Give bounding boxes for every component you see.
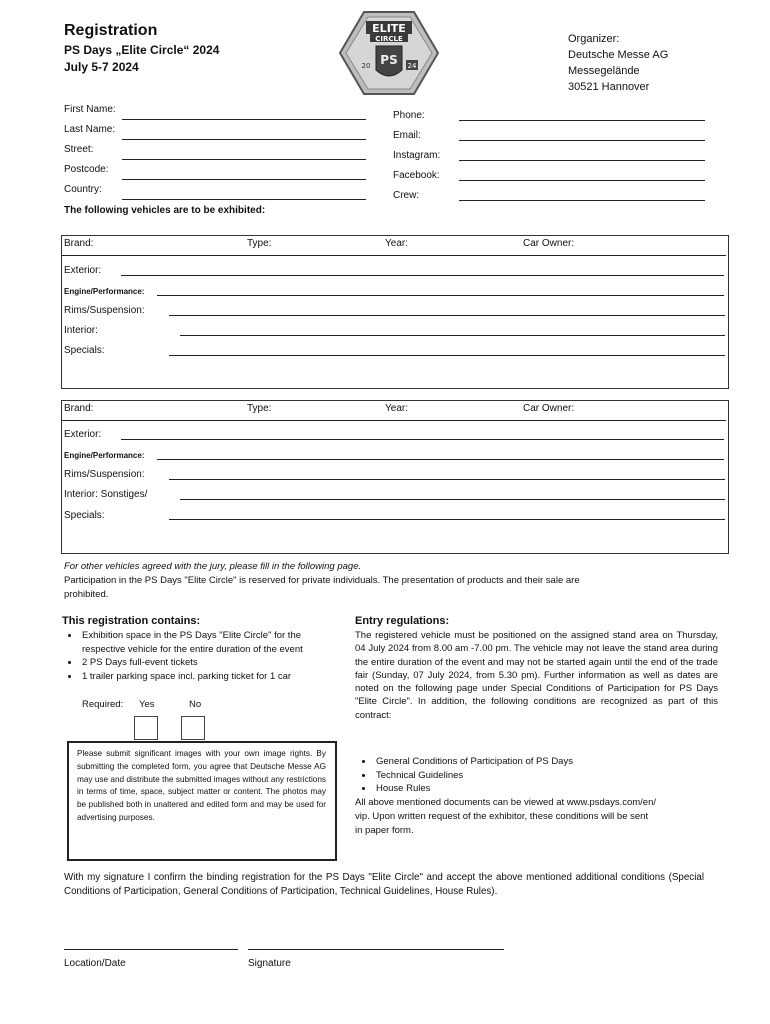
location-date-label: Location/Date (64, 958, 126, 969)
event-dates: July 5-7 2024 (64, 60, 139, 74)
other-vehicles-note: For other vehicles agreed with the jury, please fill in the following page. (64, 561, 362, 572)
instagram-field[interactable] (459, 160, 705, 161)
required-label: Required: (82, 699, 124, 710)
yes-label: Yes (139, 699, 155, 710)
entry-heading: Entry regulations: (355, 615, 450, 627)
entry-text: The registered vehicle must be positioned on the assigned stand area on Thursday, 04 July 2024 from 8.00 am -7.00 pm. The vehicle may not leave the stand area during the entire duration of the event and may not be started again until the end of the trade fair (Sunday, 07 July 2024, from 5.30 pm). Further information as well as dates are noted on the following page under Special Conditions of Participation for PS Days "Elite Circle". In addition, the following conditions are recognized as part of this contract: (355, 630, 718, 721)
signature-statement: With my signature I confirm the binding registration for the PS Days "Elite Circle" and accept the above mentioned additional conditions (Special Conditions of Participation, General Conditions of Participation, Technical Guidelines, House Rules). (64, 872, 704, 897)
postcode-field[interactable] (122, 179, 366, 180)
vehicle2-exterior-field[interactable] (121, 439, 724, 440)
email-field[interactable] (459, 140, 705, 141)
vehicle1-exterior-label: Exterior: (64, 265, 102, 276)
vehicle2-header-line (62, 420, 726, 421)
no-label: No (189, 699, 202, 710)
entry-conditions-list (356, 755, 724, 796)
street-label: Street: (64, 144, 94, 155)
vehicles-heading: The following vehicles are to be exhibited: (64, 205, 266, 216)
phone-label: Phone: (393, 110, 425, 121)
vehicle1-header-line (62, 255, 726, 256)
entry-condition-item: • General Conditions of Participation of PS Days (374, 755, 724, 769)
crew-field[interactable] (459, 200, 705, 201)
organizer-block (568, 31, 668, 95)
vehicle1-engine-label: Engine/Performance: (64, 287, 145, 296)
logo-year-left: 20 (361, 62, 371, 70)
facebook-field[interactable] (459, 180, 705, 181)
no-checkbox[interactable] (181, 716, 205, 740)
vehicle-box-2 (61, 400, 729, 554)
entry-docs-line1: All above mentioned documents can be viewed at www.psdays.com/en/ (355, 797, 656, 808)
vehicle-box-1 (61, 235, 729, 389)
country-field[interactable] (122, 199, 366, 200)
entry-docs-line2: vip. Upon written request of the exhibitor, these conditions will be sent (355, 811, 649, 822)
first-name-field[interactable] (122, 119, 366, 120)
vehicle1-type-label: Type: (247, 238, 272, 249)
page-title: Registration (64, 22, 158, 39)
elite-circle-logo (338, 10, 440, 96)
first-name-label: First Name: (64, 104, 116, 115)
vehicle2-engine-field[interactable] (157, 459, 724, 460)
signature-label: Signature (248, 958, 291, 969)
facebook-label: Facebook: (393, 170, 440, 181)
vehicle1-specials-label: Specials: (64, 345, 105, 356)
contains-item: • 2 PS Days full-event tickets (80, 656, 342, 670)
images-note-text: Please submit significant images with your own image rights. By submitting the completed form, you agree that Deutsche Messe AG may use and distribute the submitted images without any restrictions in terms of time, space, subject matter or content. The photos may be published both in unaltered and edited form and may be used for advertising purposes. (77, 749, 326, 822)
entry-condition-item: • Technical Guidelines (374, 769, 724, 783)
logo-year-right: 24 (407, 62, 417, 70)
vehicle1-interior-label: Interior: (64, 325, 98, 336)
vehicle2-brand-label: Brand: (64, 403, 94, 414)
vehicle2-year-label: Year: (385, 403, 408, 414)
phone-field[interactable] (459, 120, 705, 121)
instagram-label: Instagram: (393, 150, 441, 161)
vehicle1-owner-label: Car Owner: (523, 238, 575, 249)
vehicle2-exterior-label: Exterior: (64, 429, 102, 440)
signature-field[interactable] (248, 949, 504, 950)
email-label: Email: (393, 130, 421, 141)
vehicle2-interior-field[interactable] (180, 499, 725, 500)
organizer-street: Messegelände (568, 65, 640, 77)
entry-docs-line3: in paper form. (355, 825, 414, 836)
vehicle2-interior-label: Interior: Sonstiges/ (64, 489, 148, 500)
logo-center: PS (380, 53, 398, 67)
logo-line2: CIRCLE (375, 35, 403, 43)
private-note-line1: Participation in the PS Days "Elite Circle" is reserved for private individuals. The presentation of products and their sale are (64, 575, 580, 586)
last-name-label: Last Name: (64, 124, 116, 135)
vehicle1-year-label: Year: (385, 238, 408, 249)
vehicle2-specials-label: Specials: (64, 510, 105, 521)
entry-condition-item: • House Rules (374, 782, 724, 796)
location-date-field[interactable] (64, 949, 238, 950)
organizer-label: Organizer: (568, 33, 620, 45)
vehicle1-specials-field[interactable] (169, 355, 725, 356)
vehicle1-rims-field[interactable] (169, 315, 725, 316)
contains-list (62, 629, 342, 683)
street-field[interactable] (122, 159, 366, 160)
logo-line1: ELITE (372, 22, 406, 35)
event-name: PS Days „Elite Circle“ 2024 (64, 43, 220, 57)
organizer-city: 30521 Hannover (568, 81, 650, 93)
organizer-name: Deutsche Messe AG (568, 49, 669, 61)
vehicle2-rims-label: Rims/Suspension: (64, 469, 145, 480)
private-note-line2: prohibited. (64, 589, 109, 600)
vehicle1-rims-label: Rims/Suspension: (64, 305, 145, 316)
vehicle2-specials-field[interactable] (169, 519, 725, 520)
country-label: Country: (64, 184, 102, 195)
vehicle1-brand-label: Brand: (64, 238, 94, 249)
contains-heading: This registration contains: (62, 615, 201, 627)
vehicle1-exterior-field[interactable] (121, 275, 724, 276)
vehicle2-owner-label: Car Owner: (523, 403, 575, 414)
contains-item: • Exhibition space in the PS Days "Elite Circle" for the respective vehicle for the entire duration of the event (80, 629, 342, 656)
yes-checkbox[interactable] (134, 716, 158, 740)
vehicle1-engine-field[interactable] (157, 295, 724, 296)
vehicle2-rims-field[interactable] (169, 479, 725, 480)
vehicle2-type-label: Type: (247, 403, 272, 414)
vehicle2-engine-label: Engine/Performance: (64, 451, 145, 460)
last-name-field[interactable] (122, 139, 366, 140)
contains-item: • 1 trailer parking space incl. parking ticket for 1 car (80, 670, 342, 684)
vehicle1-interior-field[interactable] (180, 335, 725, 336)
crew-label: Crew: (393, 190, 420, 201)
postcode-label: Postcode: (64, 164, 109, 175)
